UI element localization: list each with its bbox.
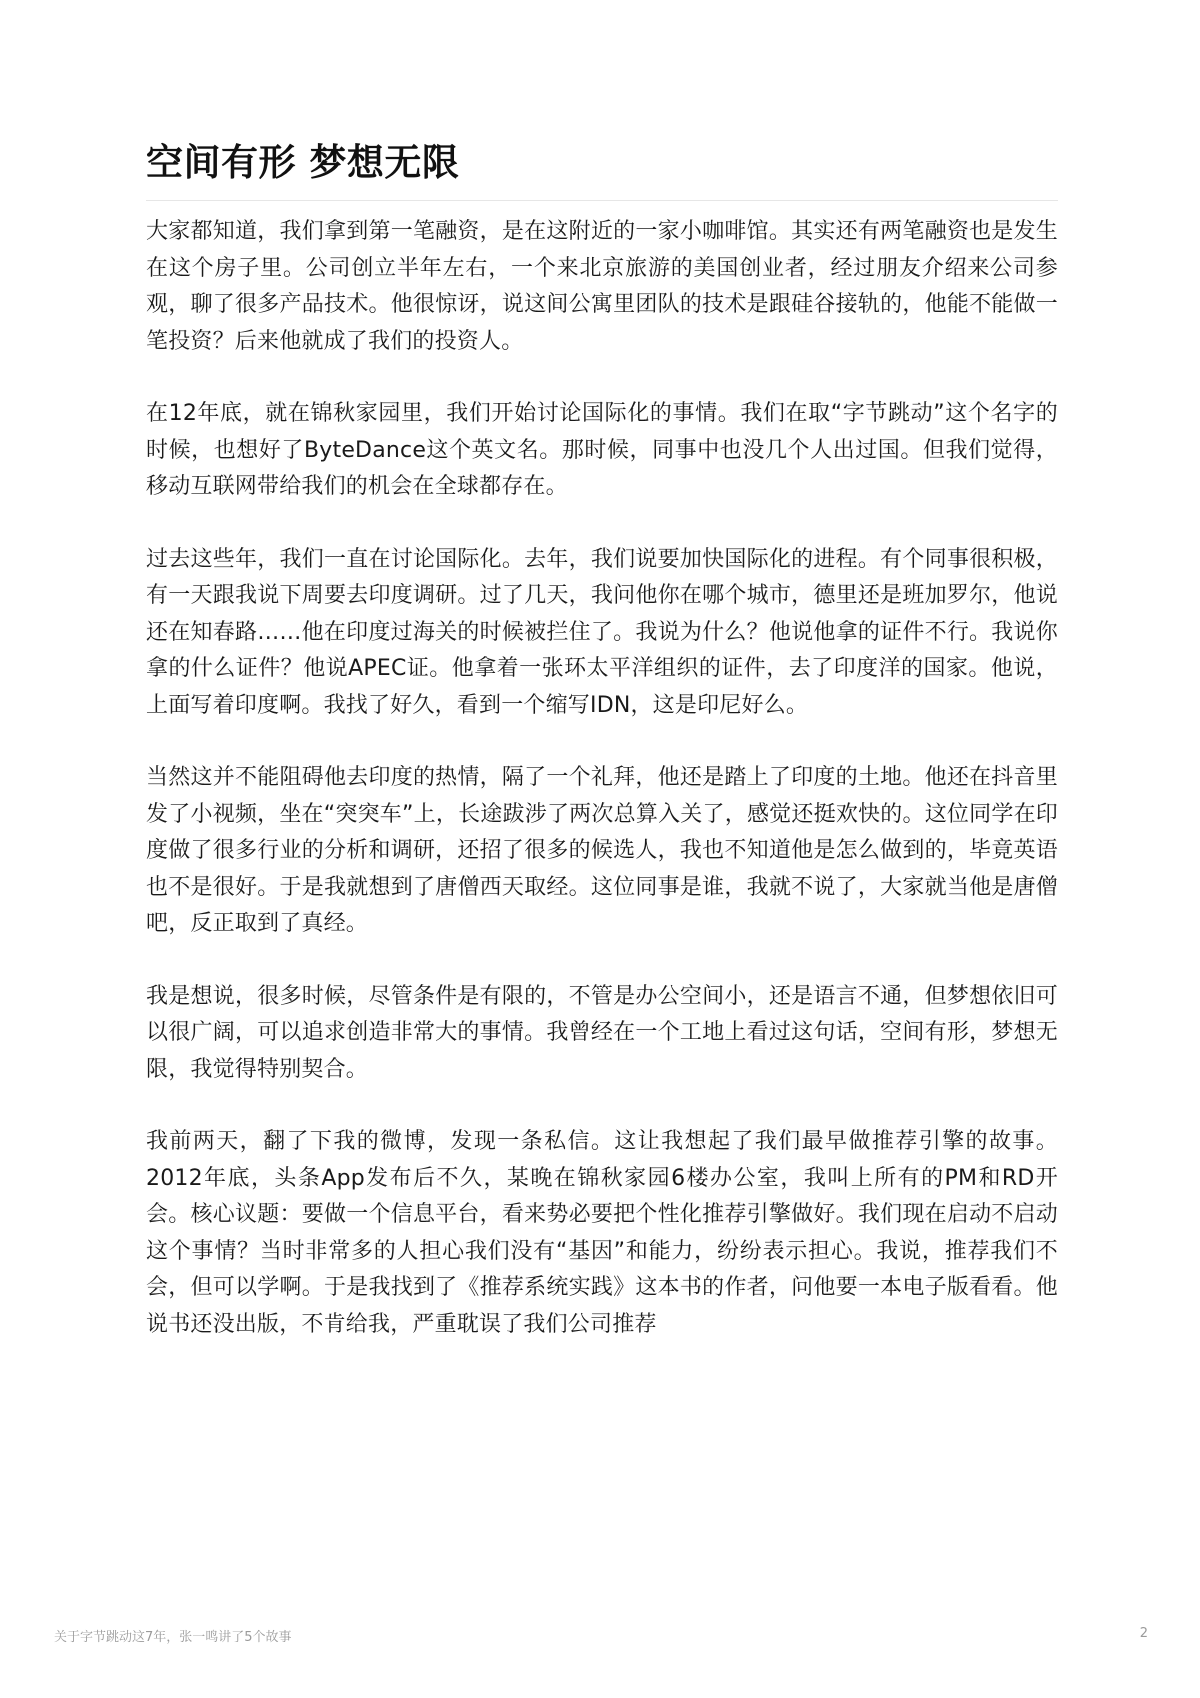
footer-document-title: 关于字节跳动这7年，张一鸣讲了5个故事 (54, 1630, 292, 1645)
paragraph-4: 当然这并不能阻碍他去印度的热情，隔了一个礼拜，他还是踏上了印度的土地。他还在抖音里发了小视频，坐在“突突车”上，长途跋涉了两次总算入关了，感觉还挺欢快的。这位同学在印度做了很多行业的分析和调研，还招了很多的候选人，我也不知道他是怎么做到的，毕竟英语也不是很好。于是我就想到了唐僧西天取经。这位同事是谁，我就不说了，大家就当他是唐僧吧，反正取到了真经。 (146, 765, 1058, 936)
paragraph-6: 我前两天，翻了下我的微博，发现一条私信。这让我想起了我们最早做推荐引擎的故事。2012年底，头条App发布后不久，某晚在锦秋家园6楼办公室，我叫上所有的PM和RD开会。核心议题：要做一个信息平台，看来势必要把个性化推荐引擎做好。我们现在启动不启动这个事情？当时非常多的人担心我们没有“基因”和能力，纷纷表示担心。我说，推荐我们不会，但可以学啊。于是我找到了《推荐系统实践》这本书的作者，问他要一本电子版看看。他说书还没出版，不肯给我，严重耽误了我们公司推荐 (146, 1129, 1058, 1337)
paragraph-3: 过去这些年，我们一直在讨论国际化。去年，我们说要加快国际化的进程。有个同事很积极，有一天跟我说下周要去印度调研。过了几天，我问他你在哪个城市，德里还是班加罗尔，他说还在知春路……他在印度过海关的时候被拦住了。我说为什么？他说他拿的证件不行。我说你拿的什么证件？他说APEC证。他拿着一张环太平洋组织的证件，去了印度洋的国家。他说，上面写着印度啊。我找了好久，看到一个缩写IDN，这是印尼好么。 (146, 546, 1058, 718)
paragraph-2: 在12年底，就在锦秋家园里，我们开始讨论国际化的事情。我们在取“字节跳动”这个名字的时候，也想好了ByteDance这个英文名。那时候，同事中也没几个人出过国。但我们觉得，移动互联网带给我们的机会在全球都存在。 (146, 401, 1058, 499)
title-divider (146, 200, 1058, 201)
paragraph-1: 大家都知道，我们拿到第一笔融资，是在这附近的一家小咖啡馆。其实还有两笔融资也是发生在这个房子里。公司创立半年左右，一个来北京旅游的美国创业者，经过朋友介绍来公司参观，聊了很多产品技术。他很惊讶，说这间公寓里团队的技术是跟硅谷接轨的，他能不能做一笔投资？后来他就成了我们的投资人。 (146, 219, 1058, 354)
paragraph-5: 我是想说，很多时候，尽管条件是有限的，不管是办公空间小，还是语言不通，但梦想依旧可以很广阔，可以追求创造非常大的事情。我曾经在一个工地上看过这句话，空间有形，梦想无限，我觉得特别契合。 (146, 983, 1058, 1082)
page-title: 空间有形 梦想无限 (146, 141, 460, 184)
page-number: 2 (1139, 1626, 1148, 1641)
article-body (146, 214, 1058, 1379)
